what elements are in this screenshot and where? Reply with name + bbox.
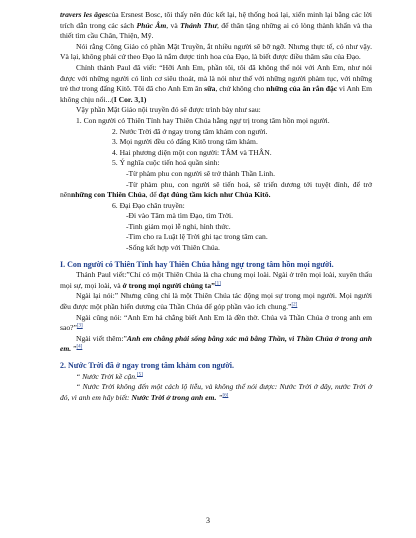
section2-quote-1: “ Nước Trời kề cận.[5] xyxy=(76,371,143,381)
section1-quote-1: Thánh Paul viết:”Chỉ có một Thiên Chúa là cha chung mọi loài. Ngài ở trên mọi loài, xuyên thấu mọi sự, mọi loài, và ở trong mọi người chúng ta”[1] xyxy=(60,270,372,290)
section1-quote-4: Ngài viết thêm:”Anh em chẳng phải sống bằng xác mà bằng Thần, vì Thần Chúa ở trong anh em. ”[4] xyxy=(60,333,372,354)
footnote-link[interactable]: [3] xyxy=(76,323,83,329)
list-subitem: -Từ phàm phu con người sẽ trở thành Thần Linh. xyxy=(126,168,275,178)
paragraph-outline-intro: Vậy phần Mật Giáo nội truyền đó sẽ được trình bày như sau: xyxy=(76,105,261,115)
paragraph-mat-truyen: Nói rằng Công Giáo có phần Mật Truyền, ắt nhiều người sẽ bỡ ngỡ. Nhưng thực tế, có như vậy. Và lại, không phải cứ theo Đạo là nắm được tinh hoa của Đạo, là biết được điều thâm sâu của Đạo. xyxy=(60,41,372,62)
list-subitem: -Tinh giảm mọi lễ nghi, hình thức. xyxy=(126,221,231,231)
list-item: 6. Đại Đạo chân truyền: xyxy=(112,200,185,210)
list-item: 1. Con người có Thiên Tính hay Thiên Chúa hằng ngự trị trong tâm hồn mọi người. xyxy=(76,115,330,125)
footnote-link[interactable]: [4] xyxy=(76,344,83,350)
list-subitem: -Từ phàm phu, con người sẽ tiến hoá, sẽ triển dương tới tuyệt đỉnh, để trở nênnhững con Thiên Chúa, để đạt đúng tầm kích như Chúa Kitô. xyxy=(60,179,372,200)
phuc-am-ref: Phúc Âm xyxy=(136,20,167,30)
list-item: 5. Ý nghĩa cuộc tiến hoá quần sinh: xyxy=(112,158,220,168)
outline-list xyxy=(60,116,372,254)
footnote-link[interactable]: [6] xyxy=(222,393,229,399)
section-heading-2: 2. Nước Trời đã ở ngay trong tâm khảm con người. xyxy=(60,361,234,370)
intro-paragraph: travers les âgescủa Ersnest Bosc, tôi thấy nên đúc kết lại, hệ thống hoá lại, xiển minh lại bằng các lời trích dẫn trong các sách Phúc Âm, và Thánh Thư, để thân tặng những ai có lòng thành khẩn và tha thiết tìm cầu Chân, Thiện, Mỹ. xyxy=(60,10,372,41)
footnote-link[interactable]: [2] xyxy=(291,302,298,308)
section1-quote-3: Ngài cũng nói: “Anh Em há chẳng biết Anh Em là đền thờ. Chúa và Thần Chúa ở trong anh em sao?”[3] xyxy=(60,312,372,333)
footnote-link[interactable]: [5] xyxy=(136,372,143,378)
section1-quote-2: Ngài lại nói:” Nhưng cũng chỉ là một Thiên Chúa tác động mọi sự trong mọi người. Mọi người đều được một phần hiển dương của Thần Chúa để góp phần vào ích chung.”[2] xyxy=(60,291,372,312)
list-item: 3. Mọi người đều có đấng Kitô trong tâm khảm. xyxy=(112,137,258,147)
list-item: 2. Nước Trời đã ở ngay trong tâm khảm con người. xyxy=(112,126,268,136)
section-heading-1: I. Con người có Thiên Tính hay Thiên Chúa hằng ngự trong tâm hồn mọi người. xyxy=(60,259,334,269)
thanh-thu-ref: Thánh Thư xyxy=(180,20,218,30)
list-item: 4. Hai phương diện một con người: TÂM và THÂN. xyxy=(112,147,272,157)
book-title: travers les âges xyxy=(60,10,109,19)
list-subitem: -Đi vào Tâm mà tìm Đạo, tìm Trời. xyxy=(126,211,234,221)
footnote-link[interactable]: [1] xyxy=(214,281,221,287)
paragraph-paul-quote: Chính thánh Paul đã viết: “Hỡi Anh Em, phần tôi, tôi đã không thể nói với Anh Em, như nói được với những người có linh cơ siêu thoát, mà là nói như thế với những người phàm tục, với những trẻ thơ trong đấng Kitô. Tôi đã cho Anh Em ăn sữa, chứ không cho những của ăn rắn đặc vì Anh Em không chịu nổi...(I Cor. 3,1) xyxy=(60,62,373,104)
list-subitem: -Tìm cho ra Luật lệ Trời ghi tạc trong tâm can. xyxy=(126,232,268,242)
page-number: 3 xyxy=(206,516,210,525)
list-subitem: -Sống kết hợp với Thiên Chúa. xyxy=(126,243,220,253)
section2-quote-2: “ Nước Trời không đến một cách lộ liễu, và không thể nói được: Nước Trời ở đây, nước Trời ở đó, vì anh em hãy biết: Nước Trời ở trong anh em. ”[6] xyxy=(60,382,372,402)
